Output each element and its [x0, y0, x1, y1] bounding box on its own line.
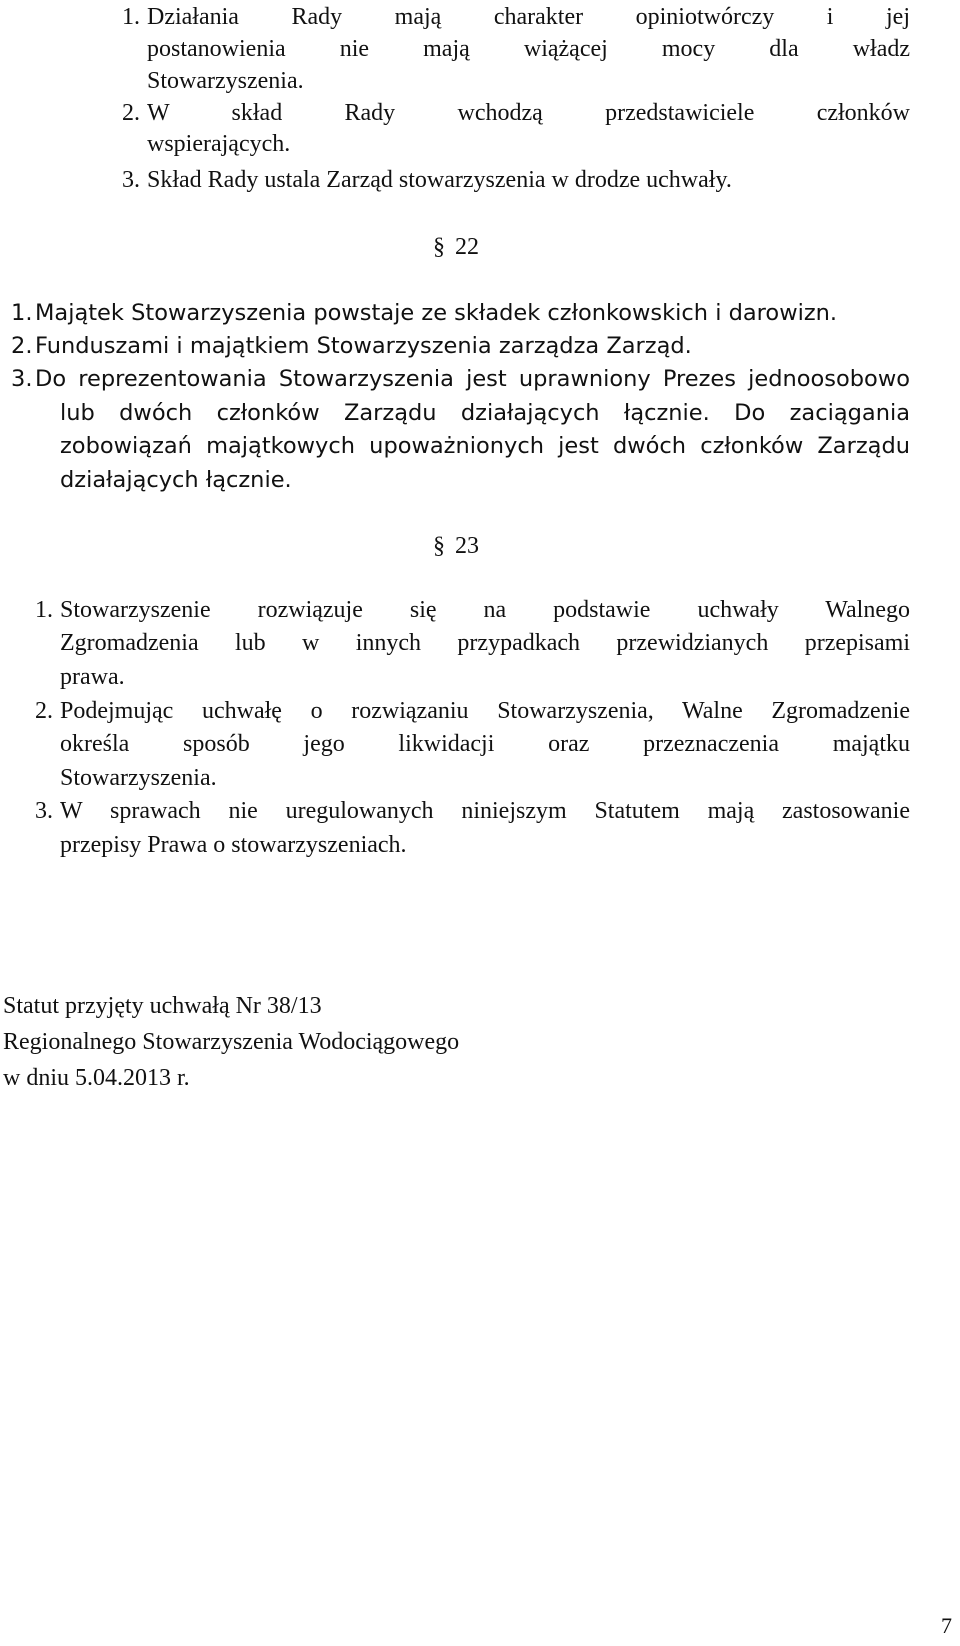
item-text-line: działających łącznie. — [60, 467, 292, 493]
paragraph-symbol: § — [433, 533, 445, 559]
item-number: 3. — [11, 366, 33, 392]
item-number: 3. — [35, 798, 53, 824]
adoption-note-line: w dniu 5.04.2013 r. — [3, 1065, 190, 1091]
item-text-line: przepisy Prawa o stowarzyszeniach. — [60, 832, 407, 858]
item-text-line: Stowarzyszenia. — [60, 765, 217, 791]
item-text-line: W sprawach nie uregulowanych niniejszym Statutem mają zastosowanie — [60, 798, 910, 824]
item-text-line: Funduszami i majątkiem Stowarzyszenia zarządza Zarząd. — [35, 333, 692, 359]
item-text-line: prawa. — [60, 664, 125, 690]
adoption-note-line: Statut przyjęty uchwałą Nr 38/13 — [3, 993, 322, 1019]
item-number: 3. — [122, 167, 140, 193]
item-number: 1. — [11, 300, 33, 326]
item-text-line: Zgromadzenia lub w innych przypadkach przewidzianych przepisami — [60, 630, 910, 656]
page-number: 7 — [941, 1613, 952, 1638]
item-text-line: postanowienia nie mają wiążącej mocy dla władz — [147, 36, 910, 62]
item-text-line: zobowiązań majątkowych upoważnionych jest dwóch członków Zarządu — [60, 433, 910, 459]
item-number: 2. — [122, 100, 140, 126]
adoption-note-line: Regionalnego Stowarzyszenia Wodociągowego — [3, 1029, 460, 1055]
item-text-line: W skład Rady wchodzą przedstawiciele członków — [147, 100, 910, 126]
item-number: 1. — [35, 597, 53, 623]
item-text-line: Stowarzyszenie rozwiązuje się na podstawie uchwały Walnego — [60, 597, 910, 623]
section-number: 22 — [455, 234, 479, 260]
section-number: 23 — [455, 533, 479, 559]
item-number: 2. — [35, 698, 53, 724]
item-text-line: Skład Rady ustala Zarząd stowarzyszenia w drodze uchwały. — [147, 167, 732, 193]
item-text-line: Podejmując uchwałę o rozwiązaniu Stowarzyszenia, Walne Zgromadzenie — [60, 698, 910, 724]
item-number: 1. — [122, 4, 140, 30]
item-text-line: Do reprezentowania Stowarzyszenia jest uprawniony Prezes jednoosobowo — [35, 366, 910, 392]
item-text-line: Majątek Stowarzyszenia powstaje ze składek członkowskich i darowizn. — [35, 300, 838, 326]
item-text-line: Działania Rady mają charakter opiniotwórczy i jej — [147, 4, 910, 30]
item-text-line: wspierających. — [147, 131, 291, 157]
paragraph-symbol: § — [433, 234, 445, 260]
item-text-line: Stowarzyszenia. — [147, 68, 304, 94]
item-number: 2. — [11, 333, 33, 359]
item-text-line: lub dwóch członków Zarządu działających łącznie. Do zaciągania — [60, 400, 910, 426]
item-text-line: określa sposób jego likwidacji oraz przeznaczenia majątku — [60, 731, 910, 757]
